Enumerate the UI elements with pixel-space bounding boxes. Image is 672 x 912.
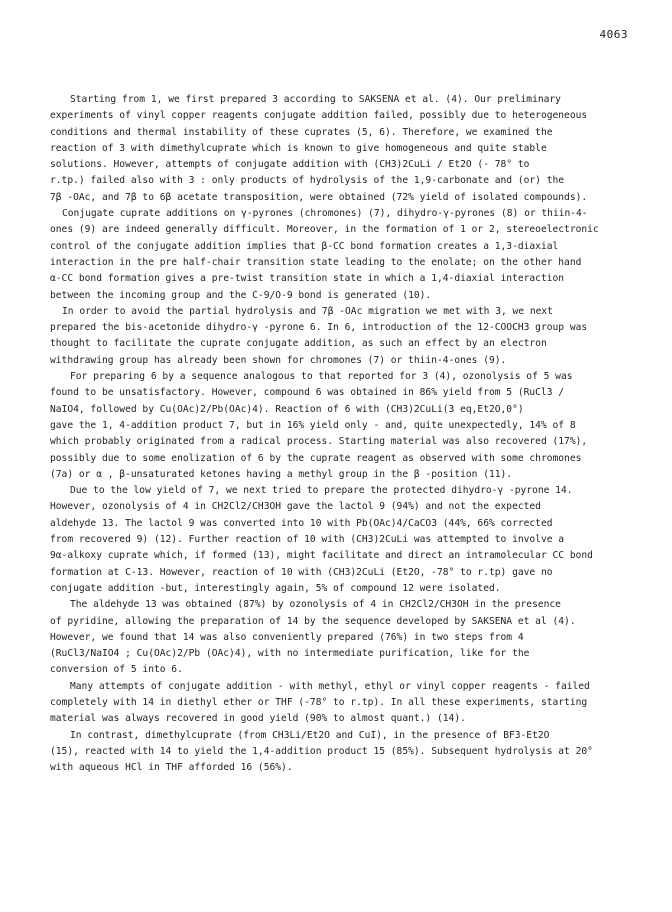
text-line: possibly due to some enolization of 6 by the cuprate reagent as observed with some chromones bbox=[50, 452, 582, 464]
text-line: Due to the low yield of 7, we next tried to prepare the protected dihydro-γ -pyrone 14. bbox=[70, 485, 573, 497]
text-line: aldehyde 13. The lactol 9 was converted into 10 with Pb(OAc)4/CaCO3 (44%, 66% corrected bbox=[50, 517, 553, 529]
body-text bbox=[50, 92, 630, 776]
text-line: However, ozonolysis of 4 in CH2Cl2/CH3OH gave the lactol 9 (94%) and not the expected bbox=[50, 501, 541, 513]
text-line: of pyridine, allowing the preparation of 14 by the sequence developed by SAKSENA et al (4). bbox=[50, 615, 576, 627]
page-number: 4063 bbox=[599, 28, 628, 41]
text-line: In order to avoid the partial hydrolysis and 7β -OAc migration we met with 3, we next bbox=[62, 305, 553, 317]
text-line: NaIO4, followed by Cu(OAc)2/Pb(OAc)4). Reaction of 6 with (CH3)2CuLi(3 eq,Et2O,0°) bbox=[50, 403, 524, 415]
text-line: conversion of 5 into 6. bbox=[50, 664, 183, 676]
text-line: gave the 1, 4-addition product 7, but in 16% yield only - and, quite unexpectedly, 14% of 8 bbox=[50, 419, 576, 431]
paragraph-7 bbox=[50, 679, 630, 728]
text-line: solutions. However, attempts of conjugate addition with (CH3)2CuLi / Et2O (- 78° to bbox=[50, 159, 530, 171]
text-line: However, we found that 14 was also conveniently prepared (76%) in two steps from 4 bbox=[50, 631, 524, 643]
text-line: conditions and thermal instability of these cuprates (5, 6). Therefore, we examined the bbox=[50, 126, 553, 138]
text-line: (RuCl3/NaIO4 ; Cu(OAc)2/Pb (OAc)4), with no intermediate purification, like for the bbox=[50, 648, 530, 660]
text-line: Starting from 1, we first prepared 3 according to SAKSENA et al. (4). Our preliminary bbox=[70, 94, 561, 105]
text-line: control of the conjugate addition implies that β-CC bond formation creates a 1,3-diaxial bbox=[50, 240, 559, 252]
paragraph-4 bbox=[50, 369, 630, 483]
text-line: experiments of vinyl copper reagents conjugate addition failed, possibly due to heterogeneous bbox=[50, 110, 588, 122]
text-line: found to be unsatisfactory. However, compound 6 was obtained in 86% yield from 5 (RuCl3 / bbox=[50, 387, 565, 399]
text-line: In contrast, dimethylcuprate (from CH3Li/Et2O and CuI), in the presence of BF3-Et2O bbox=[70, 729, 550, 741]
text-line: between the incoming group and the C-9/O-9 bond is generated (10). bbox=[50, 289, 432, 301]
text-line: interaction in the pre half-chair transition state leading to the enolate; on the other hand bbox=[50, 256, 582, 268]
text-line: For preparing 6 by a sequence analogous to that reported for 3 (4), ozonolysis of 5 was bbox=[70, 371, 573, 383]
paragraph-6 bbox=[50, 597, 630, 678]
paragraph-5 bbox=[50, 483, 630, 597]
text-line: thought to facilitate the cuprate conjugate addition, as such an effect by an electron bbox=[50, 338, 547, 350]
text-line: 7β -OAc, and 7β to 6β acetate transposition, were obtained (72% yield of isolated compounds). bbox=[50, 191, 588, 203]
text-line: material was always recovered in good yield (90% to almost quant.) (14). bbox=[50, 713, 466, 725]
text-line: reaction of 3 with dimethylcuprate which is known to give homogeneous and quite stable bbox=[50, 142, 547, 154]
text-line: r.tp.) failed also with 3 : only products of hydrolysis of the 1,9-carbonate and (or) the bbox=[50, 175, 565, 187]
text-line: (7a) or α , β-unsaturated ketones having a methyl group in the β -position (11). bbox=[50, 468, 513, 480]
text-line: The aldehyde 13 was obtained (87%) by ozonolysis of 4 in CH2Cl2/CH3OH in the presence bbox=[70, 599, 561, 611]
text-line: ones (9) are indeed generally difficult. Moreover, in the formation of 1 or 2, stereoelectronic bbox=[50, 224, 599, 236]
text-line: α-CC bond formation gives a pre-twist transition state in which a 1,4-diaxial interaction bbox=[50, 273, 565, 285]
paragraph-8 bbox=[50, 728, 630, 777]
text-line: formation at C-13. However, reaction of 10 with (CH3)2CuLi (Et2O, -78° to r.tp) gave no bbox=[50, 566, 553, 578]
text-line: (15), reacted with 14 to yield the 1,4-addition product 15 (85%). Subsequent hydrolysis at 20° bbox=[50, 745, 593, 757]
text-line: completely with 14 in diethyl ether or THF (-78° to r.tp). In all these experiments, starting bbox=[50, 696, 588, 708]
paragraph-1 bbox=[50, 92, 630, 206]
text-line: which probably originated from a radical process. Starting material was also recovered (17%), bbox=[50, 436, 588, 448]
text-line: conjugate addition -but, interestingly again, 5% of compound 12 were isolated. bbox=[50, 582, 501, 594]
text-line: 9α-alkoxy cuprate which, if formed (13), might facilitate and direct an intramolecular CC bond bbox=[50, 550, 593, 562]
text-line: withdrawing group has already been shown for chromones (7) or thiin-4-ones (9). bbox=[50, 354, 507, 366]
text-line: prepared the bis-acetonide dihydro-γ -pyrone 6. In 6, introduction of the 12-COOCH3 group was bbox=[50, 322, 588, 334]
paragraph-2 bbox=[50, 206, 630, 304]
text-line: Conjugate cuprate additions on γ-pyrones (chromones) (7), dihydro-γ-pyrones (8) or thiin-4- bbox=[62, 208, 588, 220]
paragraph-3 bbox=[50, 304, 630, 369]
text-line: with aqueous HCl in THF afforded 16 (56%). bbox=[50, 762, 293, 774]
text-line: from recovered 9) (12). Further reaction of 10 with (CH3)2CuLi was attempted to involve a bbox=[50, 534, 565, 546]
text-line: Many attempts of conjugate addition - with methyl, ethyl or vinyl copper reagents - failed bbox=[70, 680, 590, 692]
